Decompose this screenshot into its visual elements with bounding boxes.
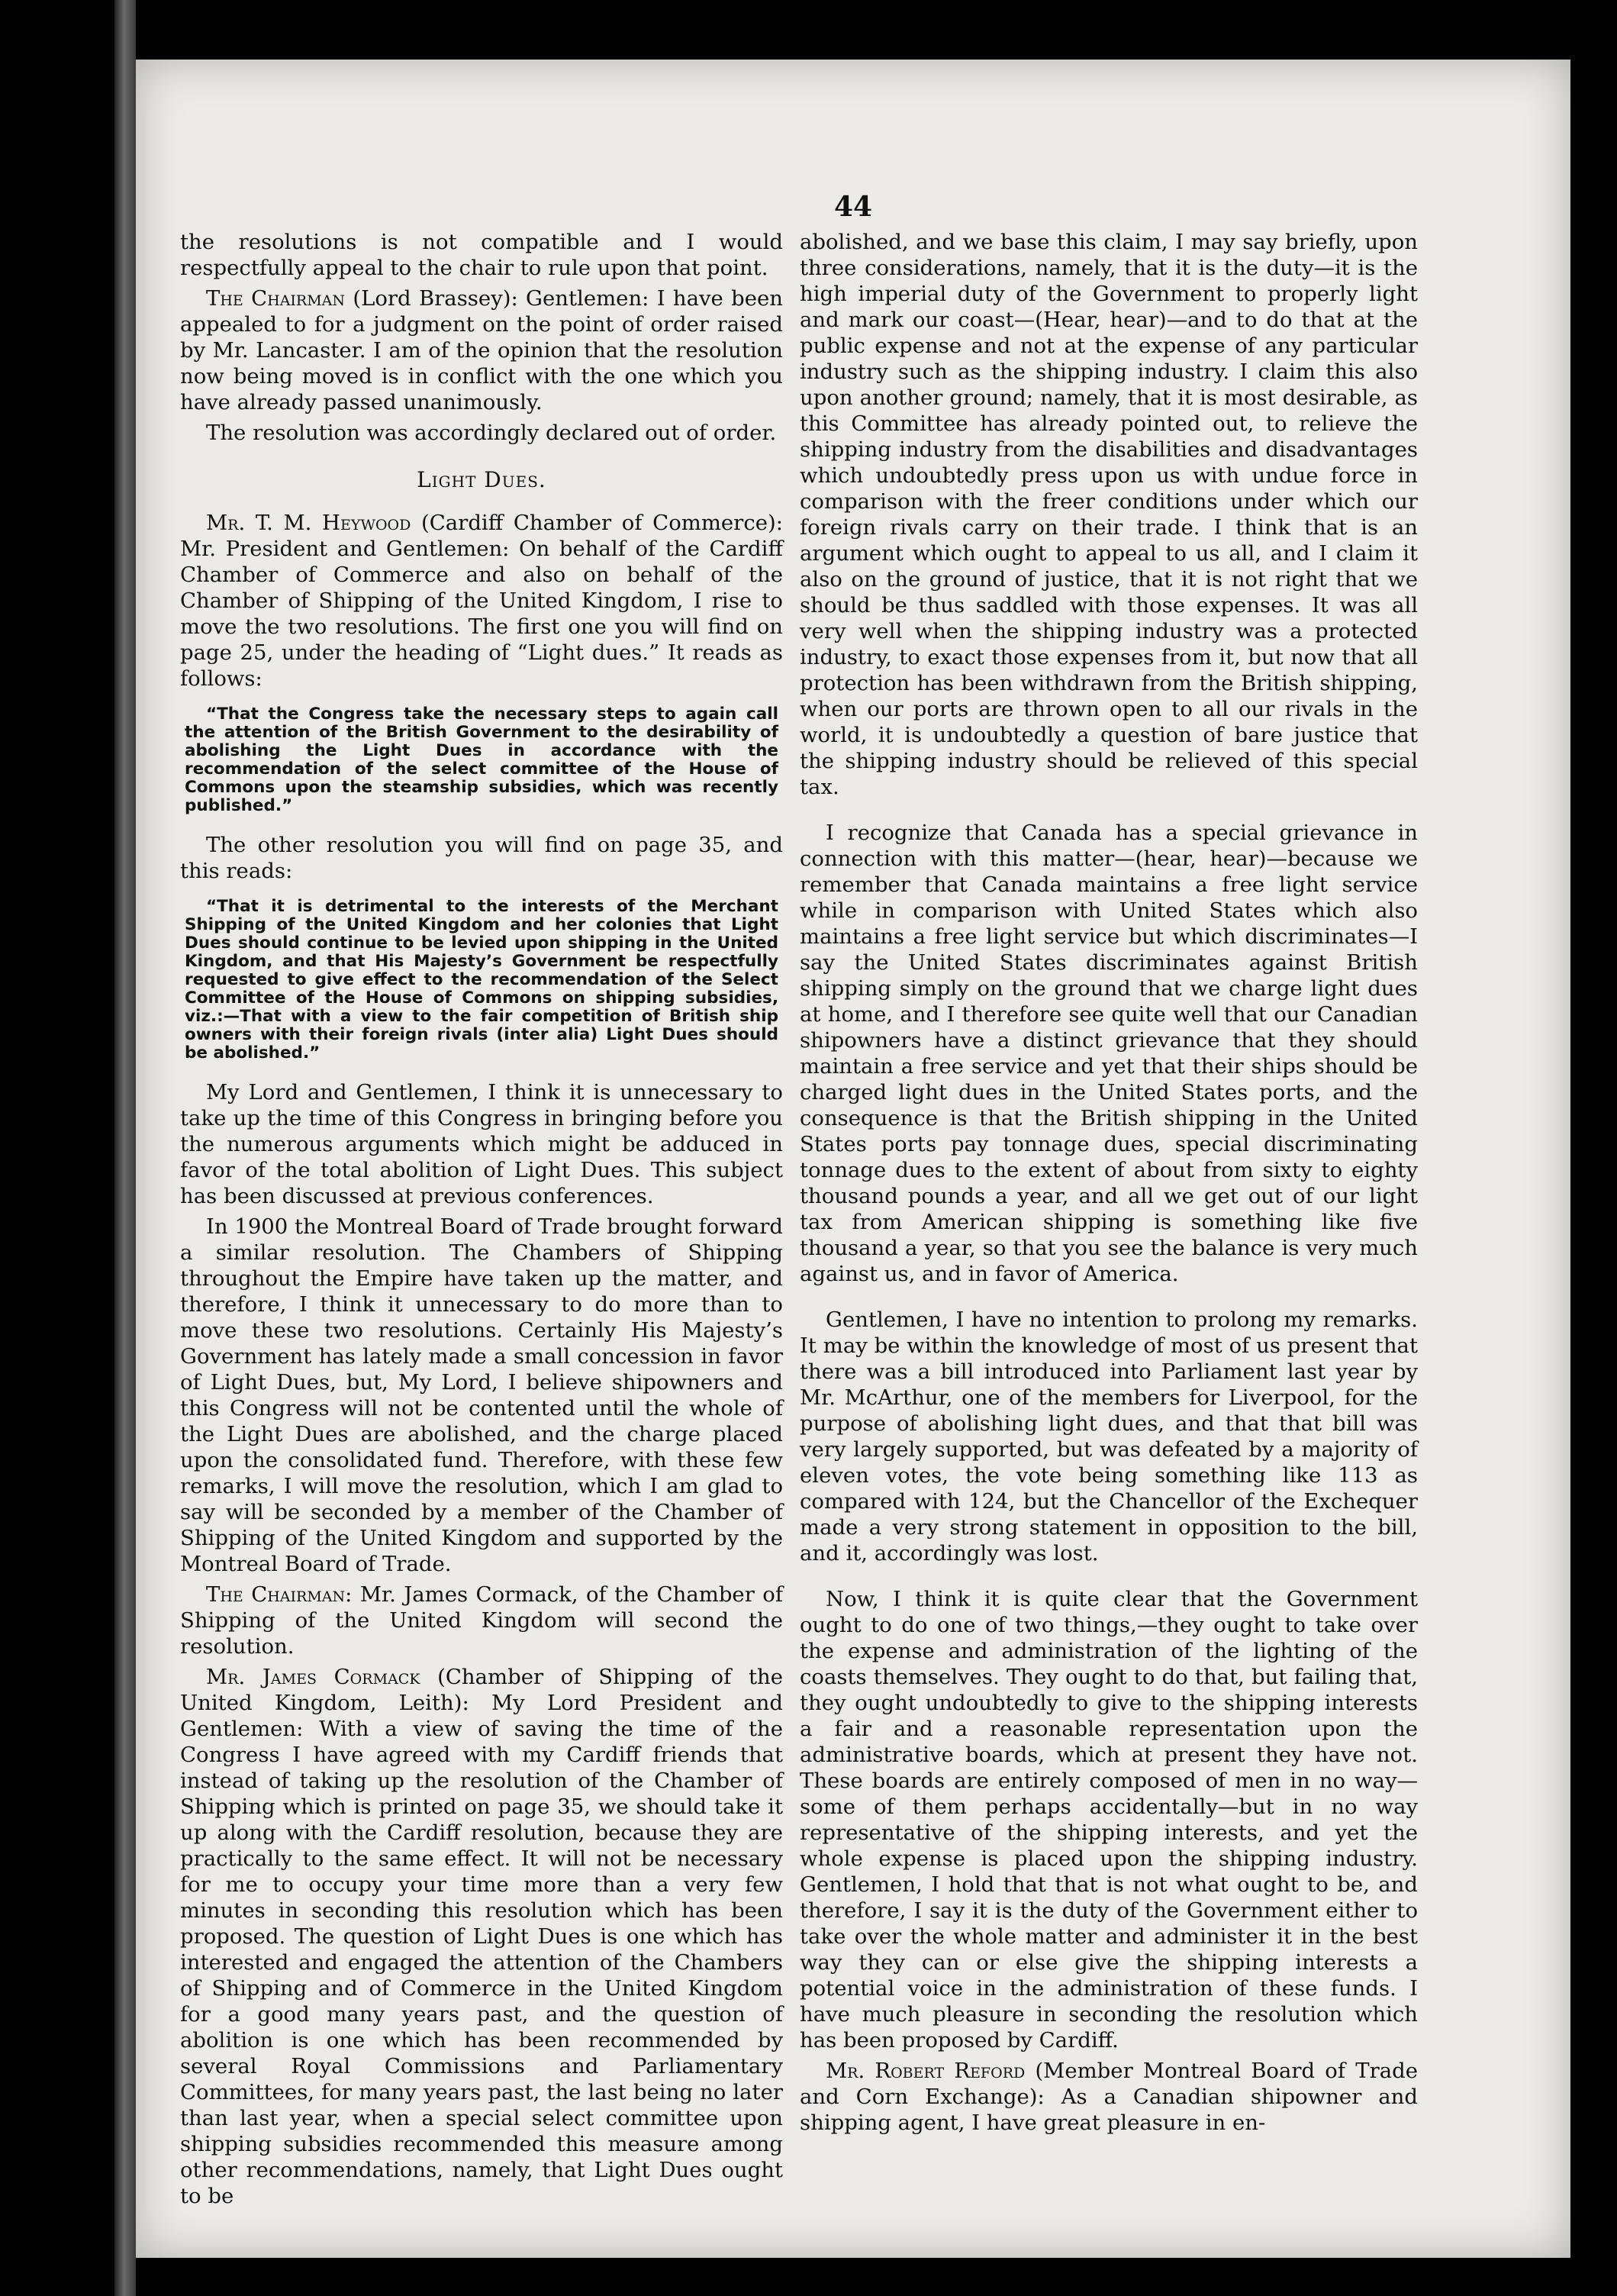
speech-text: (Chamber of Shipping of the United Kingdom, Leith): My Lord President and Gentlemen: With a view of saving the time of the Congress I have agreed with my Cardiff friends that instead of taking up the resolution of the Chamber of Shipping which is printed on page 35, we should take it up along with the Cardiff resolution, because they are practically to the same effect. It will not be necessary for me to occupy your time more than a very few minutes in seconding this resolution which has been proposed. The question of Light Dues is one which has interested and engaged the attention of the Chambers of Shipping and of Commerce in the United Kingdom for a good many years past, and the question of abolition is one which has been recommended by several Royal Commissions and Parliamentary Committees, for many years past, the last being no later than last year, when a special select committee upon shipping subsidies recommended this measure among other recommendations, namely, that Light Dues ought to be — [180, 1665, 784, 2208]
speech-text: (Member Montreal Board of Trade and Corn Exchange): As a Canadian shipowner and shipping agent, I have great pleasure in en- — [800, 2059, 1419, 2135]
speaker-name: Mr. T. M. Heywood — [206, 511, 411, 535]
speaker-name: The Chairman — [206, 286, 346, 311]
page-number: 44 — [833, 191, 873, 223]
paragraph — [180, 1664, 783, 2209]
paragraph: Gentlemen, I have no intention to prolong my remarks. It may be within the knowledge of most of us present that there was a bill introduced into Parliament last year by Mr. McArthur, one of the members for Liverpool, for the purpose of abolishing light dues, and that that bill was very largely supported, but was defeated by a majority of eleven votes, the vote being something like 113 as compared with 124, but the Chancellor of the Exchequer made a very strong statement in opposition to the bill, and it, accordingly was lost. — [800, 1308, 1418, 1566]
paragraph: Now, I think it is quite clear that the Government ought to do one of two things,—they ought to take over the expense and administration of the lighting of the coasts themselves. They ought to do that, but failing that, they ought undoubtedly to give to the shipping interests a fair and a reasonable representation upon the administrative boards, which at present they have not. These boards are entirely composed of men in no way—some of them perhaps accidentally—but in no way representative of the shipping interests, and yet the whole expense is placed upon the shipping industry. Gentlemen, I hold that that is not what ought to be, and therefore, I say it is the duty of the Government either to take over the whole matter and administer it in the best way they can or else give the shipping interests a potential voice in the administration of these funds. I have much pleasure in seconding the resolution which has been proposed by Cardiff. — [800, 1587, 1418, 2053]
paragraph — [180, 1582, 783, 1659]
paragraph: abolished, and we base this claim, I may say briefly, upon three considerations, namely, that it is the duty—it is the high imperial duty of the Government to properly light and mark our coast—(Hear, hear)—and to do that at the public expense and not at the expense of any particular industry such as the shipping industry. I claim this also upon another ground; namely, that it is most desirable, as this Committee has already pointed out, to relieve the shipping industry from the disabilities and disadvantages which undoubtedly press upon us with undue force in comparison with the freer conditions under which our foreign rivals carry on their trade. I think that is an argument which ought to appeal to us all, and I claim it also on the ground of justice, that it is not right that we should be thus saddled with those expenses. It was all very well when the shipping industry was a protected industry, to exact those expenses from it, but now that all protection has been withdrawn from the British shipping, when our ports are thrown open to all our rivals in the world, it is undoubtedly a question of bare justice that the shipping industry should be relieved of this special tax. — [800, 230, 1418, 799]
section-heading: Light Dues. — [417, 467, 546, 492]
paragraph: I recognize that Canada has a special grievance in connection with this matter—(hear, hear)—because we remember that Canada maintains a free light service while in comparison with United States which also maintains a free light service but which discriminates—I say the United States discriminates against British shipping simply on the ground that we charge light dues at home, and I therefore see quite well that our Canadian shipowners have a distinct grievance that they should maintain a free service and yet that their ships should be charged light dues in the United States ports, and the consequence is that the British shipping in the United States ports pay tonnage dues, special discriminating tonnage dues to the extent of about from sixty to eighty thousand pounds a year, and all we get out of our light tax from American shipping is something like five thousand a year, so that you see the balance is very much against us, and in favor of America. — [800, 821, 1418, 1286]
book-page — [136, 60, 1570, 2258]
resolution-quote: “That the Congress take the necessary steps to again call the attention of the British Government to the desirability of abolishing the Light Dues in accordance with the recommendation of the select committee of the House of Commons upon the steamship subsidies, which was recently published.” — [185, 705, 778, 815]
paragraph — [180, 285, 783, 415]
paragraph: In 1900 the Montreal Board of Trade brought forward a similar resolution. The Chambers of Shipping throughout the Empire have taken up the matter, and therefore, I think it unnecessary to do more than to move these two resolutions. Certainly His Majesty’s Government has lately made a small concession in favor of Light Dues, but, My Lord, I believe shipowners and this Congress will not be contented until the whole of the Light Dues are abolished, and the charge placed upon the consolidated fund. Therefore, with these few remarks, I will move the resolution, which I am glad to say will be seconded by a member of the Chamber of Shipping of the United Kingdom and supported by the Montreal Board of Trade. — [180, 1214, 783, 1576]
right-column — [800, 229, 1418, 2140]
speaker-name: The Chairman — [206, 1582, 346, 1607]
paragraph: The resolution was accordingly declared out of order. — [206, 421, 777, 445]
speaker-name: Mr. James Cormack — [206, 1665, 420, 1689]
paragraph: The other resolution you will find on page 35, and this reads: — [180, 833, 783, 883]
speaker-name: Mr. Robert Reford — [826, 2059, 1026, 2083]
paragraph: My Lord and Gentlemen, I think it is unnecessary to take up the time of this Congress in bringing before you the numerous arguments which might be adduced in favor of the total abolition of Light Dues. This subject has been discussed at previous conferences. — [180, 1080, 783, 1208]
left-column — [180, 229, 783, 2214]
paragraph: the resolutions is not compatible and I would respectfully appeal to the chair to rule upon that point. — [180, 230, 783, 280]
scan-border — [114, 0, 136, 2296]
paragraph — [800, 2058, 1418, 2136]
resolution-quote: “That it is detrimental to the interests of the Merchant Shipping of the United Kingdom and her colonies that Light Dues should continue to be levied upon shipping in the United Kingdom, and that His Majesty’s Government be respectfully requested to give effect to the recommendation of the Select Committee of the House of Commons on shipping subsidies, viz.:—That with a view to the fair competition of British ship owners with their foreign rivals (inter alia) Light Dues should be abolished.” — [185, 897, 778, 1063]
speech-text: : Mr. James Cormack, of the Chamber of Shipping of the United Kingdom will second the resolution. — [180, 1582, 783, 1659]
paragraph — [180, 510, 783, 692]
speech-text: (Lord Brassey): Gentlemen: I have been appealed to for a judgment on the point of order raised by Mr. Lancaster. I am of the opinion that the resolution now being moved is in conflict with the one which you have already passed unanimously. — [180, 286, 783, 414]
speech-text: (Cardiff Chamber of Commerce): Mr. President and Gentlemen: On behalf of the Cardiff Chamber of Commerce and also on behalf of the Chamber of Shipping of the United Kingdom, I rise to move the two resolutions. The first one you will find on page 25, under the heading of “Light dues.” It reads as follows: — [180, 511, 783, 691]
